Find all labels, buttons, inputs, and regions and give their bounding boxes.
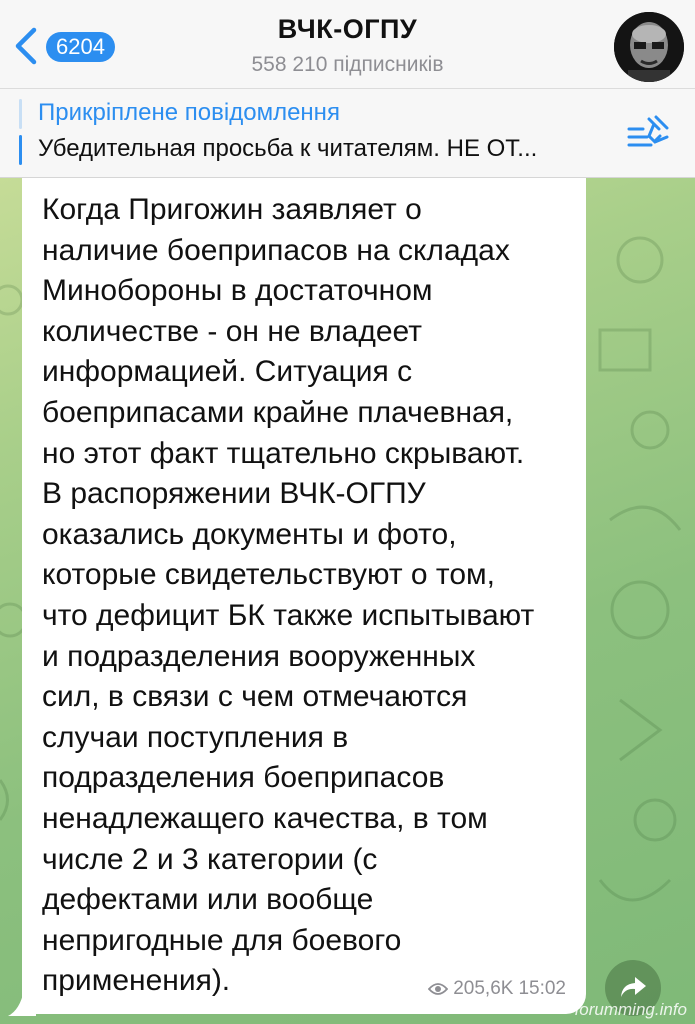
pinned-message-bar[interactable] [0, 89, 695, 178]
message-time: 15:02 [518, 978, 566, 999]
pinned-indicator-inactive [19, 99, 22, 129]
message-meta [428, 978, 566, 1000]
message-text: Когда Пригожин заявляет о наличие боеприпасов на складах Минобороны в достаточном количестве - он не владеет информацией. Ситуация с боеприпасами крайне плачевная, но этот факт тщательно скрывают. В распоряжении ВЧК-ОГПУ оказались документы и фото, которые свидетельствуют о том, что дефицит БК также испытывают и подразделения вооруженных сил, в связи с чем отмечаются случаи поступления в подразделения боеприпасов ненадлежащего качества, в том числе 2 и 3 категории (с дефектами или вообще непригодные для боевого применения). [42, 193, 535, 998]
view-count: 205,6K [453, 978, 514, 999]
avatar-face-icon [614, 12, 684, 82]
subscriber-count: 558 210 підписників [251, 53, 444, 76]
watermark: forumming.info [574, 1000, 687, 1019]
chat-header [0, 0, 695, 89]
channel-title[interactable]: ВЧК-ОГПУ [277, 14, 418, 44]
eye-icon [428, 982, 448, 996]
unread-count-badge[interactable]: 6204 [46, 32, 115, 62]
pinned-indicator-active [19, 135, 22, 165]
pinned-list-icon[interactable] [625, 115, 669, 155]
pinned-label: Прикріплене повідомлення [38, 99, 340, 126]
message-bubble[interactable] [22, 178, 586, 1014]
channel-avatar[interactable] [614, 12, 684, 82]
pinned-preview: Убедительная просьба к читателям. НЕ ОТ... [38, 135, 538, 162]
share-arrow-icon [619, 975, 647, 999]
